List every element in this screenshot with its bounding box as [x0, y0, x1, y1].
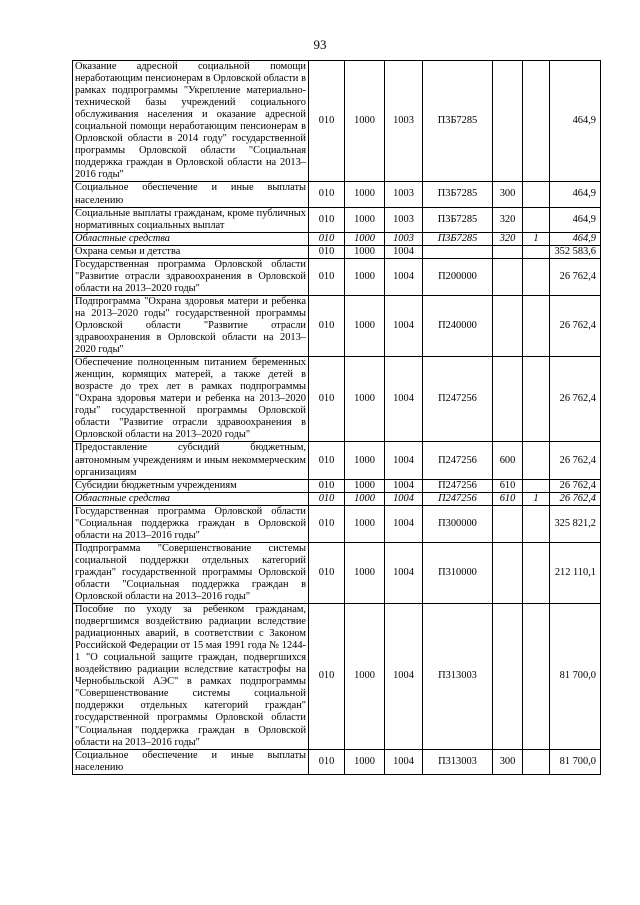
ministry-code: 010 — [309, 442, 345, 479]
source-code — [523, 442, 550, 479]
target-code: П247256 — [423, 479, 493, 492]
section-code: 1000 — [345, 245, 385, 258]
table-row — [73, 749, 601, 774]
amount-value: 352 583,6 — [550, 245, 601, 258]
amount-value: 26 762,4 — [550, 258, 601, 295]
source-code — [523, 61, 550, 182]
section-code: 1000 — [345, 442, 385, 479]
subsection-code: 1003 — [385, 61, 423, 182]
expense-type-code: 320 — [493, 207, 523, 232]
amount-value: 26 762,4 — [550, 492, 601, 505]
expense-type-code — [493, 505, 523, 542]
row-name: Охрана семьи и детства — [73, 245, 309, 258]
expense-type-code: 300 — [493, 749, 523, 774]
table-row — [73, 295, 601, 356]
target-code: П310000 — [423, 542, 493, 603]
row-name: Социальные выплаты гражданам, кроме публичных нормативных социальных выплат — [73, 207, 309, 232]
source-code: 1 — [523, 232, 550, 245]
ministry-code: 010 — [309, 542, 345, 603]
amount-value: 325 821,2 — [550, 505, 601, 542]
amount-value: 464,9 — [550, 232, 601, 245]
target-code: П3Б7285 — [423, 207, 493, 232]
table-row — [73, 232, 601, 245]
section-code: 1000 — [345, 542, 385, 603]
table-row — [73, 245, 601, 258]
row-name: Подпрограмма "Совершенствование системы социальной поддержки отдельных категорий граждан" государственной программы Орловской области "Социальная поддержка граждан в Орловской области на 2013–2016 годы" — [73, 542, 309, 603]
subsection-code: 1004 — [385, 749, 423, 774]
section-code: 1000 — [345, 61, 385, 182]
subsection-code: 1004 — [385, 295, 423, 356]
ministry-code: 010 — [309, 505, 345, 542]
table-row — [73, 604, 601, 750]
row-name: Областные средства — [73, 492, 309, 505]
page-number: 93 — [313, 37, 327, 52]
expense-type-code — [493, 295, 523, 356]
amount-value: 26 762,4 — [550, 295, 601, 356]
row-name: Социальное обеспечение и иные выплаты населению — [73, 749, 309, 774]
ministry-code: 010 — [309, 749, 345, 774]
target-code: П3Б7285 — [423, 61, 493, 182]
expense-type-code — [493, 604, 523, 750]
row-name: Государственная программа Орловской области "Социальная поддержка граждан в Орловской области на 2013–2016 годы" — [73, 505, 309, 542]
amount-value: 464,9 — [550, 182, 601, 207]
source-code — [523, 505, 550, 542]
expense-type-code — [493, 357, 523, 442]
ministry-code: 010 — [309, 357, 345, 442]
expense-type-code — [493, 245, 523, 258]
expense-type-code — [493, 542, 523, 603]
ministry-code: 010 — [309, 182, 345, 207]
row-name: Субсидии бюджетным учреждениям — [73, 479, 309, 492]
target-code: П3Б7285 — [423, 232, 493, 245]
subsection-code: 1004 — [385, 258, 423, 295]
ministry-code: 010 — [309, 232, 345, 245]
amount-value: 26 762,4 — [550, 479, 601, 492]
section-code: 1000 — [345, 505, 385, 542]
amount-value: 464,9 — [550, 61, 601, 182]
source-code — [523, 182, 550, 207]
section-code: 1000 — [345, 749, 385, 774]
source-code — [523, 295, 550, 356]
table-row — [73, 505, 601, 542]
target-code: П300000 — [423, 505, 493, 542]
section-code: 1000 — [345, 357, 385, 442]
ministry-code: 010 — [309, 258, 345, 295]
amount-value: 81 700,0 — [550, 604, 601, 750]
row-name: Социальное обеспечение и иные выплаты населению — [73, 182, 309, 207]
section-code: 1000 — [345, 182, 385, 207]
expense-type-code: 610 — [493, 479, 523, 492]
row-name: Оказание адресной социальной помощи неработающим пенсионерам в Орловской области в рамках подпрограммы "Укрепление материально-технической базы учреждений социального обслуживания населения и оказание адресной социальной помощи неработающим пенсионерам в Орловской области в 2014 году" государственной программы Орловской области "Социальная поддержка граждан в Орловской области на 2013–2016 годы" — [73, 61, 309, 182]
amount-value: 464,9 — [550, 207, 601, 232]
row-name: Пособие по уходу за ребенком гражданам, подвергшимся воздействию радиации вследствие радиационных аварий, в соответствии с Законом Российской Федерации от 15 мая 1991 года № 1244-1 "О социальной защите граждан, подвергшихся воздействию радиации вследствие катастрофы на Чернобыльской АЭС" в рамках подпрограммы "Совершенствование системы социальной поддержки отдельных категорий граждан" государственной программы Орловской области "Социальная поддержка граждан в Орловской области на 2013–2016 годы" — [73, 604, 309, 750]
section-code: 1000 — [345, 295, 385, 356]
subsection-code: 1003 — [385, 182, 423, 207]
budget-table — [72, 60, 601, 775]
table-row — [73, 357, 601, 442]
target-code: П313003 — [423, 749, 493, 774]
amount-value: 81 700,0 — [550, 749, 601, 774]
expense-type-code — [493, 258, 523, 295]
expense-type-code: 320 — [493, 232, 523, 245]
row-name: Предоставление субсидий бюджетным, автономным учреждениям и иным некоммерческим организациям — [73, 442, 309, 479]
amount-value: 26 762,4 — [550, 442, 601, 479]
table-row — [73, 258, 601, 295]
target-code: П247256 — [423, 357, 493, 442]
subsection-code: 1004 — [385, 442, 423, 479]
expense-type-code: 300 — [493, 182, 523, 207]
section-code: 1000 — [345, 207, 385, 232]
source-code — [523, 258, 550, 295]
target-code: П313003 — [423, 604, 493, 750]
row-name: Государственная программа Орловской области "Развитие отрасли здравоохранения в Орловской области на 2013–2020 годы" — [73, 258, 309, 295]
ministry-code: 010 — [309, 604, 345, 750]
expense-type-code: 610 — [493, 492, 523, 505]
target-code — [423, 245, 493, 258]
section-code: 1000 — [345, 479, 385, 492]
subsection-code: 1004 — [385, 479, 423, 492]
subsection-code: 1003 — [385, 232, 423, 245]
source-code — [523, 357, 550, 442]
expense-type-code: 600 — [493, 442, 523, 479]
section-code: 1000 — [345, 492, 385, 505]
ministry-code: 010 — [309, 61, 345, 182]
section-code: 1000 — [345, 258, 385, 295]
source-code: 1 — [523, 492, 550, 505]
row-name: Подпрограмма "Охрана здоровья матери и ребенка на 2013–2020 годы" государственной программы Орловской области "Развитие отрасли здравоохранения в Орловской области на 2013–2020 годы" — [73, 295, 309, 356]
source-code — [523, 604, 550, 750]
expense-type-code — [493, 61, 523, 182]
subsection-code: 1004 — [385, 505, 423, 542]
budget-table-body — [73, 61, 601, 775]
target-code: П247256 — [423, 442, 493, 479]
source-code — [523, 207, 550, 232]
target-code: П3Б7285 — [423, 182, 493, 207]
source-code — [523, 542, 550, 603]
target-code: П200000 — [423, 258, 493, 295]
section-code: 1000 — [345, 232, 385, 245]
subsection-code: 1004 — [385, 245, 423, 258]
section-code: 1000 — [345, 604, 385, 750]
ministry-code: 010 — [309, 207, 345, 232]
ministry-code: 010 — [309, 295, 345, 356]
table-row — [73, 61, 601, 182]
target-code: П240000 — [423, 295, 493, 356]
subsection-code: 1003 — [385, 207, 423, 232]
table-row — [73, 492, 601, 505]
row-name: Областные средства — [73, 232, 309, 245]
ministry-code: 010 — [309, 245, 345, 258]
subsection-code: 1004 — [385, 542, 423, 603]
ministry-code: 010 — [309, 492, 345, 505]
table-row — [73, 207, 601, 232]
subsection-code: 1004 — [385, 357, 423, 442]
source-code — [523, 749, 550, 774]
subsection-code: 1004 — [385, 492, 423, 505]
table-row — [73, 182, 601, 207]
table-row — [73, 442, 601, 479]
target-code: П247256 — [423, 492, 493, 505]
amount-value: 212 110,1 — [550, 542, 601, 603]
amount-value: 26 762,4 — [550, 357, 601, 442]
source-code — [523, 245, 550, 258]
ministry-code: 010 — [309, 479, 345, 492]
table-row — [73, 542, 601, 603]
source-code — [523, 479, 550, 492]
subsection-code: 1004 — [385, 604, 423, 750]
table-row — [73, 479, 601, 492]
row-name: Обеспечение полноценным питанием беременных женщин, кормящих матерей, а также детей в возрасте до трех лет в рамках подпрограммы "Охрана здоровья матери и ребенка на 2013–2020 годы" государственной программы Орловской области "Развитие отрасли здравоохранения в Орловской области на 2013–2020 годы" — [73, 357, 309, 442]
